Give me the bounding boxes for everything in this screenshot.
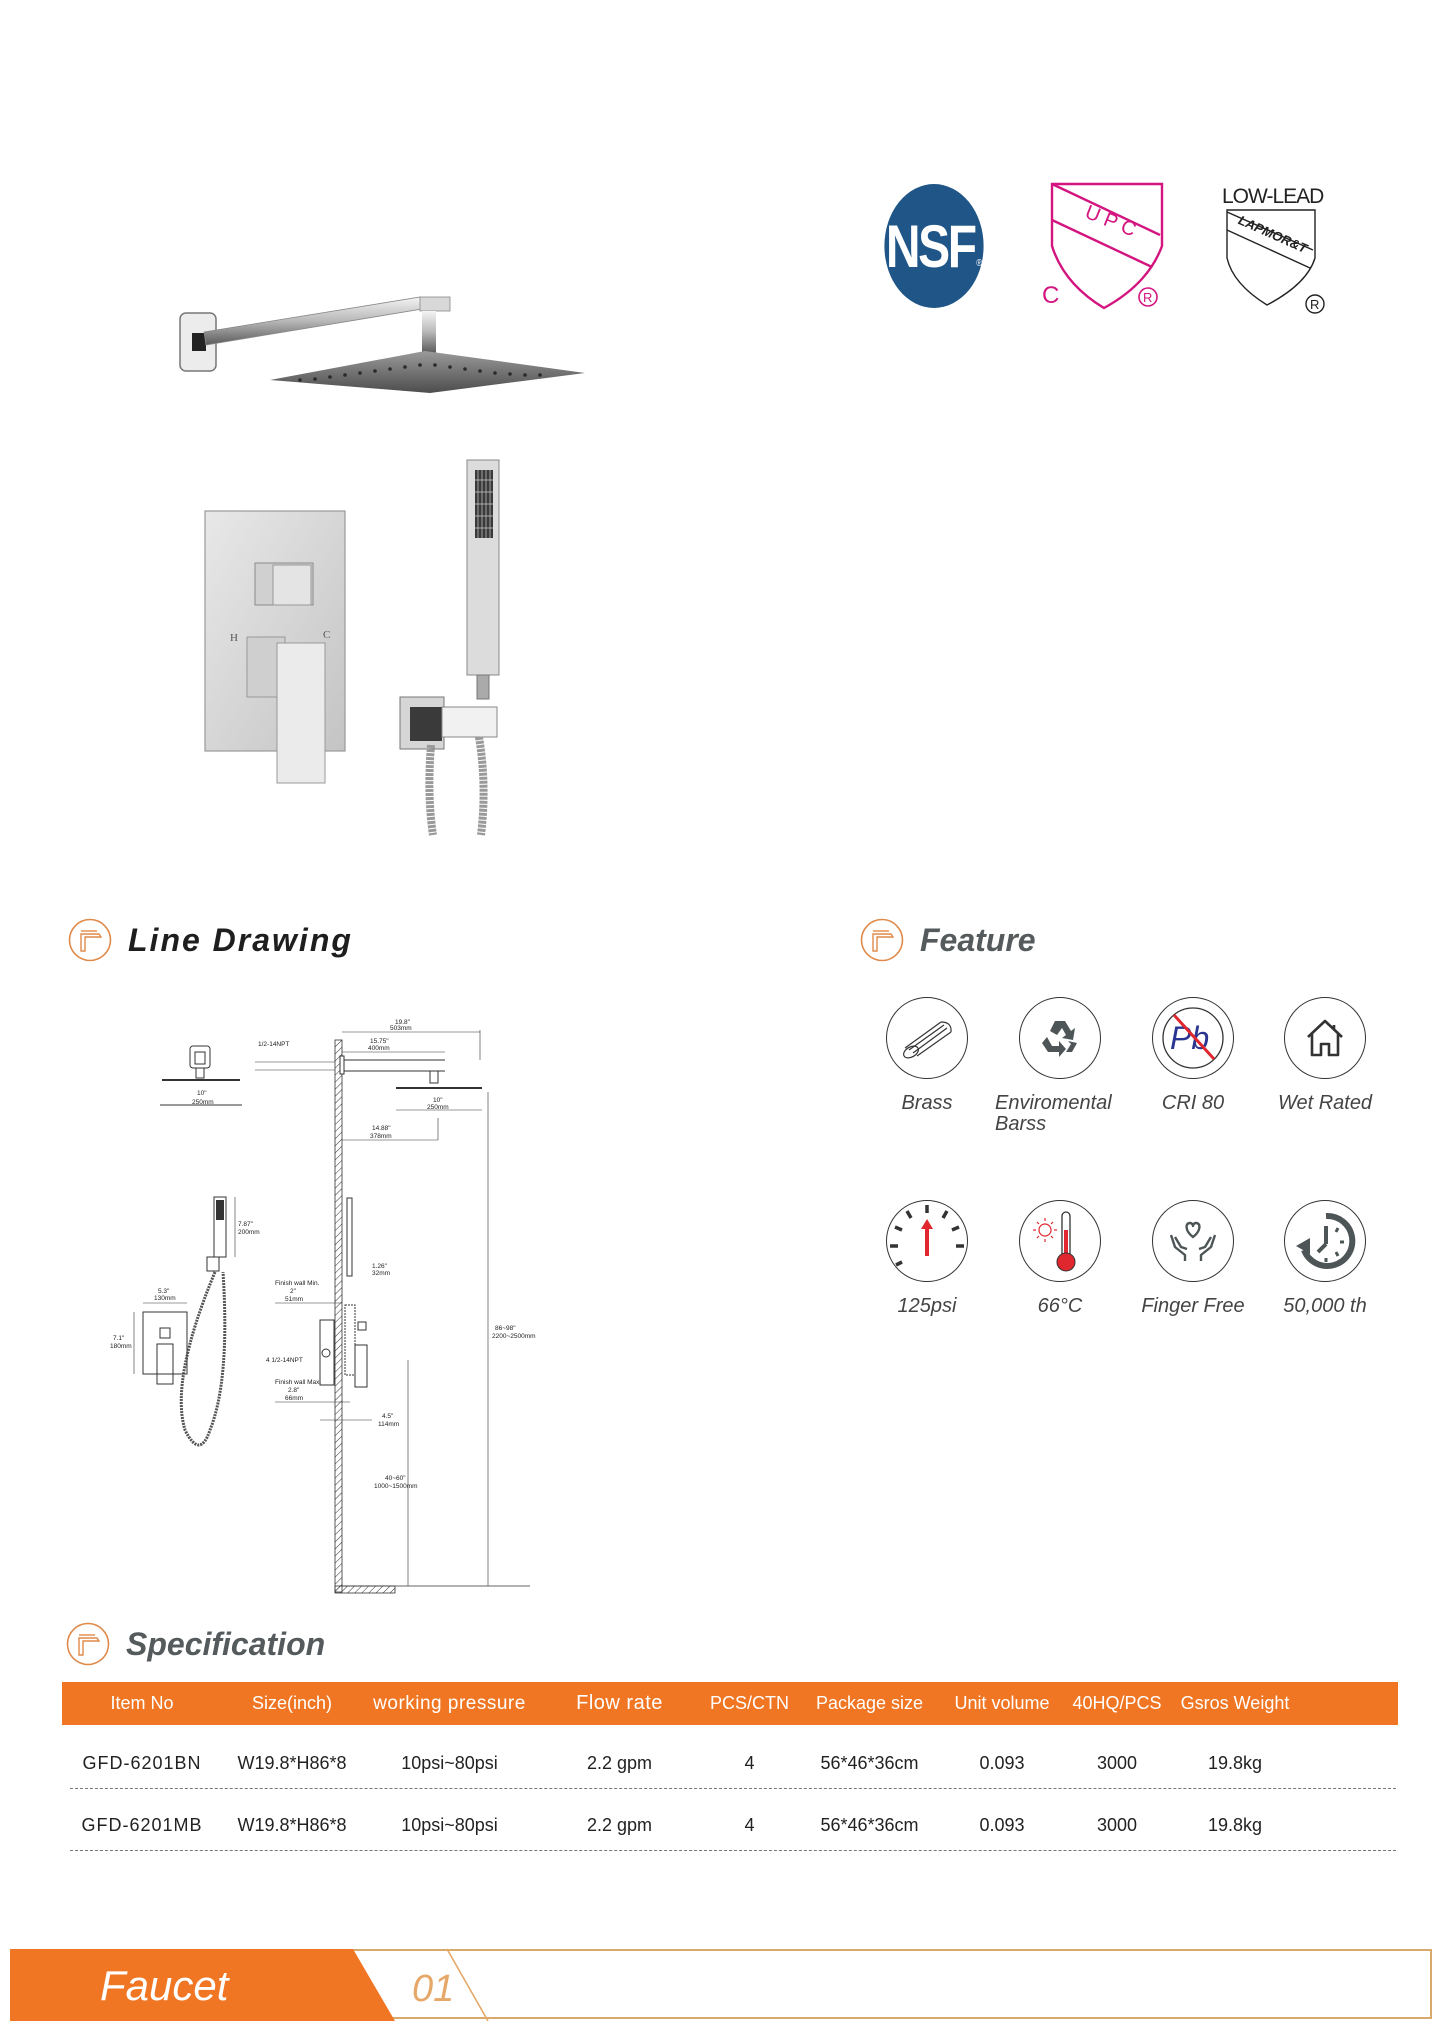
svg-text:LOW-LEAD: LOW-LEAD <box>1222 185 1324 208</box>
nsf-text: NSF <box>885 212 975 280</box>
footer-category: Faucet <box>100 1962 229 2009</box>
svg-text:R: R <box>1143 290 1153 305</box>
house-icon <box>1284 997 1366 1079</box>
feature-brass <box>862 997 992 1114</box>
feature-lifecycle <box>1260 1200 1390 1317</box>
upc-logo <box>1040 180 1170 310</box>
feature-title: Feature <box>920 921 1036 958</box>
cell-flow: 2.2 gpm <box>586 1814 653 1835</box>
svg-text:1.26": 1.26" <box>372 1263 387 1270</box>
svg-text:180mm: 180mm <box>110 1343 132 1350</box>
svg-text:Finish wall Min.: Finish wall Min. <box>275 1280 320 1287</box>
svg-text:400mm: 400mm <box>368 1045 390 1052</box>
feature-cri <box>1128 997 1258 1114</box>
svg-text:40~60": 40~60" <box>385 1475 406 1482</box>
feature-pressure <box>862 1200 992 1317</box>
brass-rod-icon <box>886 997 968 1079</box>
svg-text:15.75": 15.75" <box>370 1038 389 1045</box>
table-row <box>62 1810 1398 1840</box>
shower-head-image <box>170 285 590 395</box>
no-lead-icon <box>1152 997 1234 1079</box>
cell-package: 56*46*36cm <box>820 1752 919 1773</box>
pressure-gauge-icon <box>886 1200 968 1282</box>
cell-weight: 19.8kg <box>1207 1752 1263 1773</box>
svg-text:14.88": 14.88" <box>372 1125 391 1132</box>
row-divider <box>70 1850 1396 1851</box>
svg-text:19.8": 19.8" <box>395 1019 410 1026</box>
cell-volume: 0.093 <box>979 1752 1025 1773</box>
col-working-pressure: working pressure <box>373 1692 526 1714</box>
feature-label: CRI 80 <box>1161 1092 1225 1114</box>
cell-volume: 0.093 <box>979 1814 1025 1835</box>
svg-text:7.1": 7.1" <box>113 1335 125 1342</box>
cell-pcs: 4 <box>744 1752 755 1773</box>
recycle-icon <box>1019 997 1101 1079</box>
col-item-no: Item No <box>110 1693 174 1713</box>
cell-pressure: 10psi~80psi <box>401 1814 498 1835</box>
svg-text:Finish wall Max.: Finish wall Max. <box>275 1379 322 1386</box>
col-package-size: Package size <box>815 1693 924 1713</box>
svg-text:200mm: 200mm <box>238 1229 260 1236</box>
feature-finger-free <box>1128 1200 1258 1317</box>
hands-heart-icon <box>1152 1200 1234 1282</box>
cell-weight: 19.8kg <box>1207 1814 1263 1835</box>
svg-text:H: H <box>230 632 238 644</box>
col-gross-weight: Gsros Weight <box>1180 1693 1290 1713</box>
svg-text:LAPMOR&T: LAPMOR&T <box>1236 212 1310 257</box>
col-unit-volume: Unit volume <box>954 1693 1050 1713</box>
nsf-logo <box>884 184 983 308</box>
feature-wet-rated <box>1260 997 1390 1114</box>
cell-size: W19.8*H86*8 <box>237 1752 347 1773</box>
feature-label: 50,000 th <box>1283 1295 1367 1317</box>
line-drawing-heading <box>68 918 353 962</box>
svg-text:130mm: 130mm <box>154 1295 176 1302</box>
clock-cycle-icon <box>1284 1200 1366 1282</box>
svg-text:51mm: 51mm <box>285 1296 304 1303</box>
svg-text:250mm: 250mm <box>427 1104 449 1111</box>
svg-text:7.87": 7.87" <box>238 1221 253 1228</box>
col-flow-rate: Flow rate <box>576 1692 663 1714</box>
cell-flow: 2.2 gpm <box>586 1752 653 1773</box>
col-size: Size(inch) <box>251 1693 333 1713</box>
faucet-badge-icon <box>66 1622 110 1666</box>
spec-table-header <box>62 1682 1398 1725</box>
svg-text:2.8": 2.8" <box>288 1387 300 1394</box>
feature-heading <box>860 918 1036 962</box>
svg-text:4 1/2-14NPT: 4 1/2-14NPT <box>266 1357 303 1364</box>
svg-text:5.3": 5.3" <box>158 1288 170 1295</box>
svg-text:C: C <box>323 629 331 641</box>
page-number: 01 <box>412 1968 455 2010</box>
svg-text:R: R <box>1310 297 1320 312</box>
faucet-badge-icon <box>68 918 112 962</box>
feature-label: Finger Free <box>1141 1295 1245 1317</box>
feature-environmental <box>995 997 1125 1135</box>
feature-label: 125psi <box>897 1295 957 1317</box>
line-drawing-diagram <box>110 1010 570 1600</box>
feature-temperature <box>995 1200 1125 1317</box>
cell-size: W19.8*H86*8 <box>237 1814 347 1835</box>
line-drawing-title: Line Drawing <box>128 921 353 958</box>
low-lead-logo <box>1215 180 1345 315</box>
svg-text:4.5": 4.5" <box>382 1413 394 1420</box>
cell-item-no: GFD-6201BN <box>82 1752 202 1773</box>
svg-text:32mm: 32mm <box>372 1270 391 1277</box>
cell-pressure: 10psi~80psi <box>401 1752 498 1773</box>
specification-heading <box>66 1622 325 1666</box>
svg-text:10": 10" <box>433 1097 443 1104</box>
feature-label: Brass <box>901 1092 953 1114</box>
svg-text:378mm: 378mm <box>370 1133 392 1140</box>
feature-label: Enviromental Barss <box>995 1092 1112 1135</box>
feature-label: 66°C <box>1037 1295 1083 1317</box>
svg-text:86~98": 86~98" <box>495 1325 516 1332</box>
svg-text:2": 2" <box>290 1288 296 1295</box>
col-pcs-ctn: PCS/CTN <box>709 1693 789 1713</box>
svg-text:Pb: Pb <box>1170 1020 1210 1056</box>
svg-text:250mm: 250mm <box>192 1099 214 1106</box>
svg-text:66mm: 66mm <box>285 1395 304 1402</box>
specification-title: Specification <box>126 1625 326 1662</box>
svg-text:1000~1500mm: 1000~1500mm <box>374 1483 418 1490</box>
row-divider <box>70 1788 1396 1789</box>
feature-label: Wet Rated <box>1277 1092 1373 1114</box>
svg-text:10": 10" <box>197 1090 207 1097</box>
svg-text:C: C <box>1042 282 1060 309</box>
table-row <box>62 1748 1398 1778</box>
svg-text:503mm: 503mm <box>390 1025 412 1032</box>
cell-pcs: 4 <box>744 1814 755 1835</box>
valve-and-hand-shower-image <box>195 455 505 840</box>
svg-text:U P C: U P C <box>1081 201 1140 242</box>
cell-item-no: GFD-6201MB <box>81 1814 203 1835</box>
thermometer-icon <box>1019 1200 1101 1282</box>
cell-40hq: 3000 <box>1096 1814 1138 1835</box>
svg-text:114mm: 114mm <box>378 1421 400 1428</box>
svg-text:1/2-14NPT: 1/2-14NPT <box>258 1041 290 1048</box>
nsf-registered-mark: ® <box>976 257 983 269</box>
faucet-badge-icon <box>860 918 904 962</box>
cell-package: 56*46*36cm <box>820 1814 919 1835</box>
cell-40hq: 3000 <box>1096 1752 1138 1773</box>
col-40hq-pcs: 40HQ/PCS <box>1072 1693 1162 1713</box>
svg-text:2200~2500mm: 2200~2500mm <box>492 1333 536 1340</box>
